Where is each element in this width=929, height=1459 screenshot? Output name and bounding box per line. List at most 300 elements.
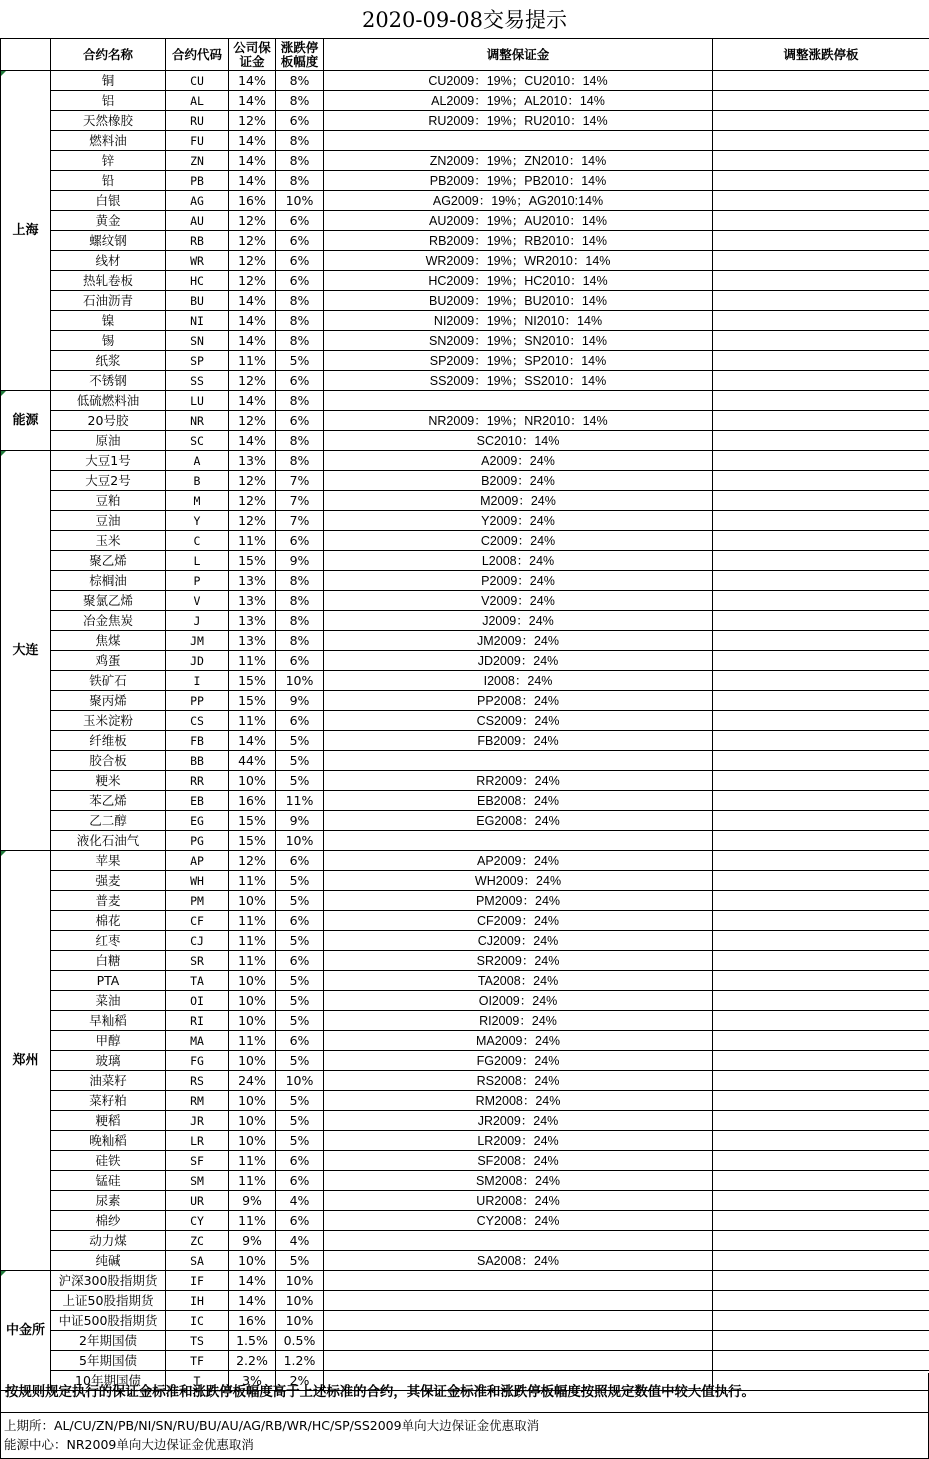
company-margin-cell: 12% [229, 471, 276, 491]
table-row [1, 371, 929, 391]
limit-range-cell: 5% [276, 871, 324, 891]
limit-range-cell: 6% [276, 1031, 324, 1051]
limit-range-cell: 5% [276, 351, 324, 371]
company-margin-cell: 10% [229, 971, 276, 991]
contract-code-cell: T [166, 1371, 229, 1391]
exchange-label: 上海 [1, 71, 51, 391]
contract-code-cell: SF [166, 1151, 229, 1171]
adjusted-limit-cell [713, 1051, 929, 1071]
company-margin-cell: 14% [229, 731, 276, 751]
limit-range-cell: 5% [276, 971, 324, 991]
contract-name-cell: 聚乙烯 [51, 551, 166, 571]
limit-range-cell: 10% [276, 1271, 324, 1291]
contract-name-cell: 棕榈油 [51, 571, 166, 591]
adjusted-margin-cell [324, 831, 713, 851]
contract-name-cell: 燃料油 [51, 131, 166, 151]
rule-note: 按规则规定执行的保证金标准和涨跌停板幅度高于上述标准的合约，其保证金标准和涨跌停板幅度按照规定数值中较大值执行。 [0, 1373, 929, 1413]
limit-range-cell: 5% [276, 1051, 324, 1071]
contract-code-cell: EG [166, 811, 229, 831]
adjusted-margin-cell: RB2009：19%；RB2010：14% [324, 231, 713, 251]
limit-range-cell: 8% [276, 391, 324, 411]
company-margin-cell: 14% [229, 331, 276, 351]
contract-name-cell: 硅铁 [51, 1151, 166, 1171]
contract-code-cell: CU [166, 71, 229, 91]
company-margin-cell: 14% [229, 131, 276, 151]
limit-range-cell: 0.5% [276, 1331, 324, 1351]
contract-name-cell: 10年期国债 [51, 1371, 166, 1391]
table-row [1, 931, 929, 951]
contract-name-cell: 普麦 [51, 891, 166, 911]
contract-name-cell: 不锈钢 [51, 371, 166, 391]
contract-code-cell: SC [166, 431, 229, 451]
adjusted-margin-cell: JD2009：24% [324, 651, 713, 671]
adjusted-limit-cell [713, 391, 929, 411]
adjusted-margin-cell: NR2009：19%；NR2010：14% [324, 411, 713, 431]
table-row [1, 431, 929, 451]
contract-code-cell: IC [166, 1311, 229, 1331]
contract-code-cell: CF [166, 911, 229, 931]
table-row [1, 271, 929, 291]
company-margin-cell: 14% [229, 151, 276, 171]
company-margin-cell: 13% [229, 611, 276, 631]
table-row [1, 911, 929, 931]
adjusted-margin-cell [324, 1271, 713, 1291]
limit-range-cell: 5% [276, 1091, 324, 1111]
contract-code-cell: NR [166, 411, 229, 431]
adjusted-margin-cell: B2009：24% [324, 471, 713, 491]
limit-range-cell: 5% [276, 731, 324, 751]
company-margin-cell: 12% [229, 111, 276, 131]
adjusted-margin-cell: EG2008：24% [324, 811, 713, 831]
contract-name-cell: 早籼稻 [51, 1011, 166, 1031]
adjusted-margin-cell: Y2009：24% [324, 511, 713, 531]
table-row [1, 1171, 929, 1191]
adjusted-limit-cell [713, 1151, 929, 1171]
adjusted-margin-cell: LR2009：24% [324, 1131, 713, 1151]
limit-range-cell: 8% [276, 451, 324, 471]
limit-range-cell: 6% [276, 1211, 324, 1231]
company-margin-cell: 15% [229, 691, 276, 711]
contract-name-cell: 苹果 [51, 851, 166, 871]
contract-code-cell: FU [166, 131, 229, 151]
contract-name-cell: 菜油 [51, 991, 166, 1011]
adjusted-limit-cell [713, 1231, 929, 1251]
table-row [1, 531, 929, 551]
table-row [1, 131, 929, 151]
adjusted-limit-cell [713, 711, 929, 731]
company-margin-cell: 2.2% [229, 1351, 276, 1371]
contract-code-cell: V [166, 591, 229, 611]
limit-range-cell: 5% [276, 991, 324, 1011]
company-margin-cell: 9% [229, 1191, 276, 1211]
contract-name-cell: 石油沥青 [51, 291, 166, 311]
contract-name-cell: 线材 [51, 251, 166, 271]
limit-range-cell: 4% [276, 1191, 324, 1211]
contract-code-cell: JD [166, 651, 229, 671]
adjusted-margin-cell [324, 751, 713, 771]
table-row [1, 651, 929, 671]
adjusted-margin-cell: CF2009：24% [324, 911, 713, 931]
adjusted-limit-cell [713, 631, 929, 651]
contract-name-cell: 焦煤 [51, 631, 166, 651]
adjusted-limit-cell [713, 171, 929, 191]
adjusted-margin-cell [324, 1231, 713, 1251]
header-adjusted-margin: 调整保证金 [324, 39, 713, 71]
adjusted-limit-cell [713, 231, 929, 251]
adjusted-margin-cell: CU2009：19%；CU2010：14% [324, 71, 713, 91]
company-margin-cell: 13% [229, 571, 276, 591]
table-row [1, 251, 929, 271]
contract-code-cell: C [166, 531, 229, 551]
adjusted-limit-cell [713, 911, 929, 931]
limit-range-cell: 1.2% [276, 1351, 324, 1371]
adjusted-margin-cell [324, 1331, 713, 1351]
company-margin-cell: 15% [229, 671, 276, 691]
contract-name-cell: 大豆2号 [51, 471, 166, 491]
company-margin-cell: 14% [229, 311, 276, 331]
adjusted-limit-cell [713, 1111, 929, 1131]
table-row [1, 1051, 929, 1071]
contract-name-cell: 液化石油气 [51, 831, 166, 851]
adjusted-limit-cell [713, 1171, 929, 1191]
contract-code-cell: JR [166, 1111, 229, 1131]
adjusted-margin-cell: TA2008：24% [324, 971, 713, 991]
company-margin-cell: 15% [229, 831, 276, 851]
company-margin-cell: 15% [229, 811, 276, 831]
table-row [1, 611, 929, 631]
contract-name-cell: 沪深300股指期货 [51, 1271, 166, 1291]
company-margin-cell: 14% [229, 1271, 276, 1291]
contract-name-cell: 纸浆 [51, 351, 166, 371]
header-adjusted-limit: 调整涨跌停板 [713, 39, 929, 71]
table-row [1, 731, 929, 751]
contract-code-cell: EB [166, 791, 229, 811]
contract-code-cell: P [166, 571, 229, 591]
contract-code-cell: L [166, 551, 229, 571]
table-row [1, 511, 929, 531]
adjusted-limit-cell [713, 991, 929, 1011]
adjusted-limit-cell [713, 91, 929, 111]
company-margin-cell: 12% [229, 271, 276, 291]
contract-code-cell: RI [166, 1011, 229, 1031]
adjusted-margin-cell: NI2009：19%；NI2010：14% [324, 311, 713, 331]
contract-code-cell: CS [166, 711, 229, 731]
table-row [1, 1191, 929, 1211]
adjusted-margin-cell: UR2008：24% [324, 1191, 713, 1211]
adjusted-margin-cell: PP2008：24% [324, 691, 713, 711]
adjusted-limit-cell [713, 351, 929, 371]
table-row [1, 791, 929, 811]
header-company-margin: 公司保证金 [229, 39, 276, 71]
company-margin-cell: 16% [229, 1311, 276, 1331]
contract-name-cell: 低硫燃料油 [51, 391, 166, 411]
contract-code-cell: BB [166, 751, 229, 771]
contract-code-cell: WH [166, 871, 229, 891]
adjusted-limit-cell [713, 851, 929, 871]
table-row [1, 951, 929, 971]
table-row [1, 1111, 929, 1131]
company-margin-cell: 12% [229, 851, 276, 871]
contract-code-cell: SP [166, 351, 229, 371]
adjusted-limit-cell [713, 731, 929, 751]
contract-code-cell: HC [166, 271, 229, 291]
contract-code-cell: IF [166, 1271, 229, 1291]
limit-range-cell: 6% [276, 911, 324, 931]
limit-range-cell: 4% [276, 1231, 324, 1251]
adjusted-margin-cell: SC2010：14% [324, 431, 713, 451]
contract-name-cell: 铝 [51, 91, 166, 111]
company-margin-cell: 13% [229, 591, 276, 611]
table-row [1, 71, 929, 91]
contract-name-cell: PTA [51, 971, 166, 991]
adjusted-limit-cell [713, 671, 929, 691]
limit-range-cell: 10% [276, 191, 324, 211]
adjusted-margin-cell: BU2009：19%；BU2010：14% [324, 291, 713, 311]
contract-name-cell: 20号胶 [51, 411, 166, 431]
table-row [1, 871, 929, 891]
limit-range-cell: 5% [276, 1011, 324, 1031]
adjusted-margin-cell: AL2009：19%；AL2010：14% [324, 91, 713, 111]
limit-range-cell: 8% [276, 311, 324, 331]
limit-range-cell: 5% [276, 771, 324, 791]
table-row [1, 751, 929, 771]
contract-code-cell: RR [166, 771, 229, 791]
adjusted-margin-cell [324, 391, 713, 411]
adjusted-margin-cell: J2009：24% [324, 611, 713, 631]
contract-name-cell: 锰硅 [51, 1171, 166, 1191]
contract-name-cell: 红枣 [51, 931, 166, 951]
footer-line-shfe: 上期所：AL/CU/ZN/PB/NI/SN/RU/BU/AU/AG/RB/WR/HC/SP/SS2009单向大边保证金优惠取消 [4, 1418, 540, 1433]
adjusted-margin-cell: SF2008：24% [324, 1151, 713, 1171]
adjusted-margin-cell: JM2009：24% [324, 631, 713, 651]
limit-range-cell: 6% [276, 411, 324, 431]
adjusted-margin-cell [324, 1311, 713, 1331]
limit-range-cell: 6% [276, 251, 324, 271]
contract-code-cell: RS [166, 1071, 229, 1091]
contract-name-cell: 5年期国债 [51, 1351, 166, 1371]
limit-range-cell: 10% [276, 1071, 324, 1091]
contract-code-cell: MA [166, 1031, 229, 1051]
table-row [1, 1211, 929, 1231]
adjusted-margin-cell: EB2008：24% [324, 791, 713, 811]
adjusted-limit-cell [713, 971, 929, 991]
adjusted-margin-cell: SM2008：24% [324, 1171, 713, 1191]
contract-name-cell: 棉花 [51, 911, 166, 931]
contract-code-cell: PM [166, 891, 229, 911]
company-margin-cell: 13% [229, 451, 276, 471]
contract-code-cell: FG [166, 1051, 229, 1071]
adjusted-limit-cell [713, 811, 929, 831]
contract-name-cell: 纤维板 [51, 731, 166, 751]
table-row [1, 211, 929, 231]
company-margin-cell: 14% [229, 1291, 276, 1311]
table-row [1, 891, 929, 911]
company-margin-cell: 44% [229, 751, 276, 771]
adjusted-limit-cell [713, 111, 929, 131]
adjusted-limit-cell [713, 1131, 929, 1151]
adjusted-margin-cell: I2008：24% [324, 671, 713, 691]
table-row [1, 631, 929, 651]
limit-range-cell: 10% [276, 1311, 324, 1331]
contract-code-cell: RB [166, 231, 229, 251]
limit-range-cell: 8% [276, 291, 324, 311]
limit-range-cell: 5% [276, 891, 324, 911]
limit-range-cell: 6% [276, 711, 324, 731]
header-exchange [1, 39, 51, 71]
limit-range-cell: 5% [276, 751, 324, 771]
table-row [1, 551, 929, 571]
adjusted-limit-cell [713, 131, 929, 151]
adjusted-limit-cell [713, 191, 929, 211]
footer-line-ine: 能源中心：NR2009单向大边保证金优惠取消 [4, 1437, 254, 1452]
adjusted-limit-cell [713, 1271, 929, 1291]
adjusted-margin-cell: HC2009：19%；HC2010：14% [324, 271, 713, 291]
adjusted-limit-cell [713, 331, 929, 351]
company-margin-cell: 12% [229, 251, 276, 271]
contract-code-cell: WR [166, 251, 229, 271]
exchange-label: 大连 [1, 451, 51, 851]
exchange-label: 能源 [1, 391, 51, 451]
contract-code-cell: PB [166, 171, 229, 191]
adjusted-limit-cell [713, 751, 929, 771]
table-row [1, 1291, 929, 1311]
contract-name-cell: 强麦 [51, 871, 166, 891]
contract-name-cell: 甲醇 [51, 1031, 166, 1051]
adjusted-margin-cell: ZN2009：19%；ZN2010：14% [324, 151, 713, 171]
contract-name-cell: 尿素 [51, 1191, 166, 1211]
adjusted-limit-cell [713, 1031, 929, 1051]
adjusted-limit-cell [713, 251, 929, 271]
contract-code-cell: SS [166, 371, 229, 391]
adjusted-margin-cell: JR2009：24% [324, 1111, 713, 1131]
adjusted-margin-cell: WR2009：19%；WR2010：14% [324, 251, 713, 271]
table-row [1, 1231, 929, 1251]
table-row [1, 1091, 929, 1111]
company-margin-cell: 14% [229, 431, 276, 451]
contract-code-cell: NI [166, 311, 229, 331]
contract-name-cell: 锡 [51, 331, 166, 351]
footer-notes [0, 1413, 929, 1459]
contract-code-cell: TS [166, 1331, 229, 1351]
contract-name-cell: 玉米 [51, 531, 166, 551]
limit-range-cell: 10% [276, 831, 324, 851]
contract-code-cell: CJ [166, 931, 229, 951]
company-margin-cell: 11% [229, 871, 276, 891]
contract-name-cell: 豆粕 [51, 491, 166, 511]
contract-name-cell: 动力煤 [51, 1231, 166, 1251]
contract-code-cell: LR [166, 1131, 229, 1151]
contract-code-cell: ZN [166, 151, 229, 171]
company-margin-cell: 10% [229, 1091, 276, 1111]
company-margin-cell: 12% [229, 511, 276, 531]
limit-range-cell: 6% [276, 951, 324, 971]
adjusted-margin-cell: L2008：24% [324, 551, 713, 571]
limit-range-cell: 6% [276, 1171, 324, 1191]
table-row [1, 811, 929, 831]
contract-name-cell: 黄金 [51, 211, 166, 231]
contract-code-cell: SM [166, 1171, 229, 1191]
adjusted-limit-cell [713, 571, 929, 591]
contract-name-cell: 苯乙烯 [51, 791, 166, 811]
adjusted-limit-cell [713, 411, 929, 431]
table-row [1, 491, 929, 511]
table-row [1, 711, 929, 731]
company-margin-cell: 16% [229, 191, 276, 211]
adjusted-limit-cell [713, 1071, 929, 1091]
company-margin-cell: 12% [229, 411, 276, 431]
contract-name-cell: 聚丙烯 [51, 691, 166, 711]
limit-range-cell: 2% [276, 1371, 324, 1391]
table-row [1, 591, 929, 611]
table-row [1, 111, 929, 131]
company-margin-cell: 10% [229, 1111, 276, 1131]
table-row [1, 1071, 929, 1091]
adjusted-margin-cell: P2009：24% [324, 571, 713, 591]
table-body [1, 39, 929, 1391]
limit-range-cell: 8% [276, 151, 324, 171]
contract-code-cell: LU [166, 391, 229, 411]
company-margin-cell: 12% [229, 211, 276, 231]
company-margin-cell: 14% [229, 391, 276, 411]
table-row [1, 991, 929, 1011]
adjusted-margin-cell: CS2009：24% [324, 711, 713, 731]
limit-range-cell: 5% [276, 931, 324, 951]
table-row [1, 471, 929, 491]
adjusted-margin-cell: SS2009：19%；SS2010：14% [324, 371, 713, 391]
adjusted-margin-cell: RI2009：24% [324, 1011, 713, 1031]
company-margin-cell: 13% [229, 631, 276, 651]
adjusted-margin-cell: SN2009：19%；SN2010：14% [324, 331, 713, 351]
limit-range-cell: 8% [276, 611, 324, 631]
company-margin-cell: 11% [229, 531, 276, 551]
contract-code-cell: RU [166, 111, 229, 131]
adjusted-margin-cell: SA2008：24% [324, 1251, 713, 1271]
table-row [1, 1331, 929, 1351]
company-margin-cell: 14% [229, 171, 276, 191]
adjusted-limit-cell [713, 371, 929, 391]
limit-range-cell: 8% [276, 571, 324, 591]
company-margin-cell: 1.5% [229, 1331, 276, 1351]
contract-name-cell: 螺纹钢 [51, 231, 166, 251]
contract-name-cell: 粳米 [51, 771, 166, 791]
table-row [1, 451, 929, 471]
table-row [1, 91, 929, 111]
limit-range-cell: 10% [276, 671, 324, 691]
table-row [1, 1151, 929, 1171]
table-row [1, 571, 929, 591]
contract-name-cell: 乙二醇 [51, 811, 166, 831]
contract-name-cell: 锌 [51, 151, 166, 171]
contract-name-cell: 2年期国债 [51, 1331, 166, 1351]
table-row [1, 331, 929, 351]
adjusted-limit-cell [713, 1311, 929, 1331]
limit-range-cell: 7% [276, 491, 324, 511]
adjusted-limit-cell [713, 1291, 929, 1311]
company-margin-cell: 14% [229, 91, 276, 111]
adjusted-limit-cell [713, 691, 929, 711]
contract-name-cell: 热轧卷板 [51, 271, 166, 291]
company-margin-cell: 3% [229, 1371, 276, 1391]
contract-code-cell: FB [166, 731, 229, 751]
adjusted-limit-cell [713, 931, 929, 951]
table-row [1, 1311, 929, 1331]
table-row [1, 351, 929, 371]
limit-range-cell: 6% [276, 1151, 324, 1171]
limit-range-cell: 9% [276, 811, 324, 831]
limit-range-cell: 8% [276, 591, 324, 611]
contract-code-cell: BU [166, 291, 229, 311]
contract-name-cell: 上证50股指期货 [51, 1291, 166, 1311]
